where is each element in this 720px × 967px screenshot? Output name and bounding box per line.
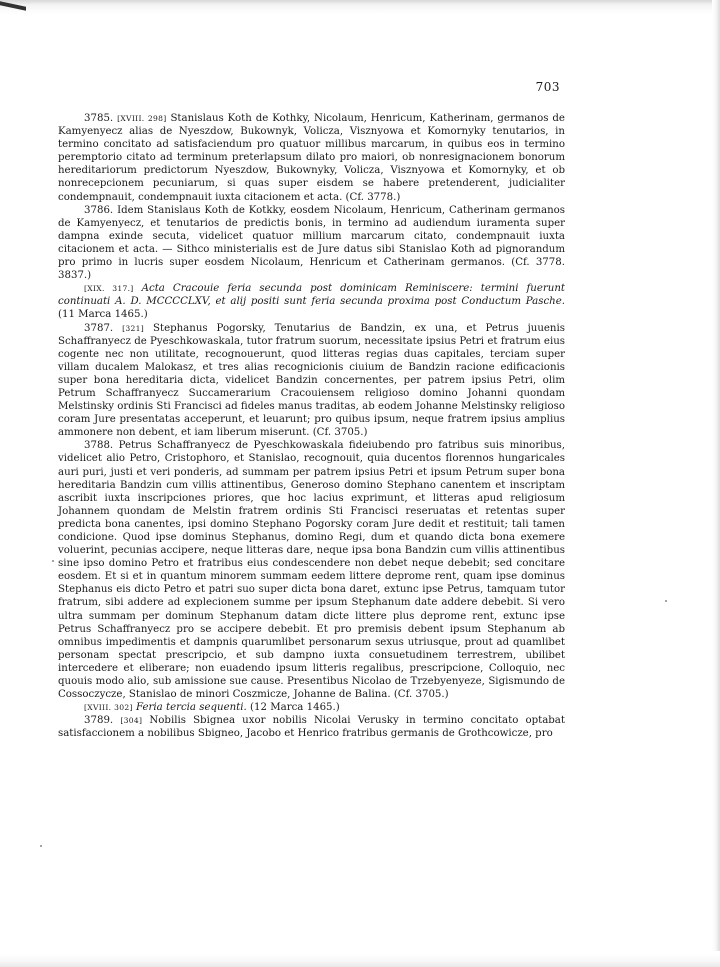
entry-3788 bbox=[58, 439, 565, 701]
session-heading-2 bbox=[58, 701, 565, 714]
scan-edge-top bbox=[0, 0, 720, 18]
entry-3785 bbox=[58, 112, 565, 204]
entry-reference: [XVIII. 302] bbox=[84, 703, 133, 713]
entry-number: 3785. bbox=[84, 113, 114, 124]
session-heading-text: Feria tercia sequenti. bbox=[136, 702, 247, 714]
entry-3789 bbox=[58, 714, 565, 740]
scan-speck bbox=[665, 600, 667, 602]
entry-number: 3788. bbox=[84, 440, 114, 452]
session-date: (12 Marca 1465.) bbox=[250, 702, 340, 714]
entry-text: Petrus Schaffranyecz de Pyeschkowaskala fideiubendo pro fatribus suis minoribus, videlicet alio Petro, Cristophoro, et Stanislao, recognouit, quia ducentos florennos hungaricales auri puri, justi et veri ponderis, ad summam per patrem ipsius Petri et ipsum Petrum super bona hereditaria Bandzin cum villis attinentibus, Generoso domino Stephano canentem et inscriptam ascribit iuxta inscripciones priores, que hoc lacius exprimunt, et litteras apud religiosum Johannem quondam de Melstin fratrem ordinis Sti Francisci reseruatas et retentas super predicta bona canentes, ipsi domino Stephano Pogorsky coram Jure dedit et restituit; tali tamen condicione. Quod ipse dominus Stephanus, domino Regi, dum et quando dicta bona exemere voluerint, pecunias accipere, neque litteras dare, neque ipsa bona Bandzin cum villis attinentibus sine ipso domino Petro et fratribus eius condescendere non debet neque debebit; sed concitare eosdem. Et si et in quantum minorem summam eedem littere deprome rent, quam ipse dominus Stephanus eis dicto Petro et patri suo super dicta bona daret, extunc ipse Petrus, tamquam tutor fratrum, sibi addere ad explecionem summe per ipsum Stephanum date addere debebit. Si vero ultra summam per dominum Stephanum datam dicte littere plus deprome rent, extunc ipse Petrus Schaffranyecz pro se accipere debebit. Et pro premisis debent ipsum Stephanum ab omnibus impedimentis et dampnis quarumlibet personarum sexus utriusque, prout ad quamlibet personam spectat prescripcio, et sub dampno iuxta consuetudinem terrestrem, ubilibet intercedere et eliberare; non euadendo ipsum litteris regalibus, prescripcione, Colloquio, nec quouis modo alio, sub amissione sue cause. Presentibus Nicolao de Trzebyenyeze, Sigismundo de Cossoczycze, Stanislao de minori Coszmicze, Johanne de Balina. (Cf. 3705.) bbox=[58, 440, 565, 701]
entry-3787 bbox=[58, 322, 565, 440]
page-number: 703 bbox=[535, 80, 560, 94]
entry-number: 3787. bbox=[84, 322, 114, 334]
scan-edge-bottom bbox=[0, 951, 720, 967]
session-heading-1 bbox=[58, 282, 565, 321]
entry-text: Idem Stanislaus Koth de Kotkky, eosdem Nicolaum, Henricum, Catherinam germanos de Kamyenyecz, et tenutarios de predictis bonis, in termino ad audiendum iuramenta super dampna exinde secuta, videlicet quatuor millium marcarum citato, condempnauit iuxta citacionem et acta. — Sithco ministerialis est de Jure datus sibi Stanislao Koth ad pignorandum pro primo in lucris super eosdem Nicolaum, Henricum et Catherinam germanos. (Cf. 3778. 3837.) bbox=[58, 204, 565, 282]
scan-speck bbox=[52, 560, 54, 562]
entry-reference: [XIX. 317.] bbox=[84, 284, 134, 294]
entry-reference: [XVIII. 298] bbox=[117, 114, 167, 123]
entry-text: Stanislaus Koth de Kothky, Nicolaum, Henricum, Katherinam, germanos de Kamyenyecz alias de Nyeszdow, Bukownyk, Volicza, Visznyowa et Komornyky tenutarios, in termino concitato ad satisfaciendum pro quatuor millibus marcarum, in quibus eos in termino peremptorio citato ad terminum preterlapsum dilato pro maiori, ob nonresignacionem bonorum hereditariorum predictorum Nyeszdow, Bukownyky, Volicza, Visznyowa et Komornyky, et ob nonrecepcionem pecuniarum, si quas super eisdem se habere pretenderent, judicialiter condempnauit, condempnauit iuxta citacionem et acta. (Cf. 3778.) bbox=[58, 113, 565, 203]
entry-reference: [304] bbox=[120, 716, 143, 726]
entry-text: Stephanus Pogorsky, Tenutarius de Bandzin, ex una, et Petrus juuenis Schaffranyecz de Pyeschkowaskala, tutor fratrum suorum, necessitate ipsius Petri et fratrum eius cogente nec non utilitate, recognouerunt, quod litteras regias duas capitales, terciam super villam ducalem Malokasz, et tres alias recognicionis ciuium de Bandzin racione edificacionis super bona hereditaria dicta, videlicet Bandzin concernentes, per patrem ipsius Petri, olim Petrum Schaffranyecz Succamerarium Cracouiensem religioso domino Johanni quondam Melstinsky ordinis Sti Francisci ad fideles manus traditas, ab eodem Johanne Melstinsky religioso coram Jure presentatas acceperunt, et leuarunt; pro quibus ipsum, neque fratrem ipsius amplius ammonere non debent, et iam liberum miserunt. (Cf. 3705.) bbox=[58, 322, 565, 439]
scan-speck bbox=[40, 845, 42, 847]
entry-text: Nobilis Sbignea uxor nobilis Nicolai Verusky in termino concitato optabat satisfaccionem a nobilibus Sbigneo, Jacobo et Henrico fratribus germanis de Grothcowicze, pro bbox=[58, 715, 565, 740]
entry-reference: [321] bbox=[122, 323, 145, 333]
entry-3786 bbox=[58, 204, 565, 283]
entry-number: 3786. bbox=[84, 204, 114, 216]
entry-number: 3789. bbox=[84, 715, 114, 727]
session-date: (11 Marca 1465.) bbox=[58, 309, 148, 321]
document-body bbox=[58, 112, 565, 741]
scan-edge-right bbox=[712, 0, 720, 967]
session-heading-text: Acta Cracouie feria secunda post dominicam Reminiscere: termini fuerunt continuati A. D. MCCCCLXV, et alij positi sunt feria secunda proxima post Conductum Pasche. bbox=[58, 283, 565, 308]
